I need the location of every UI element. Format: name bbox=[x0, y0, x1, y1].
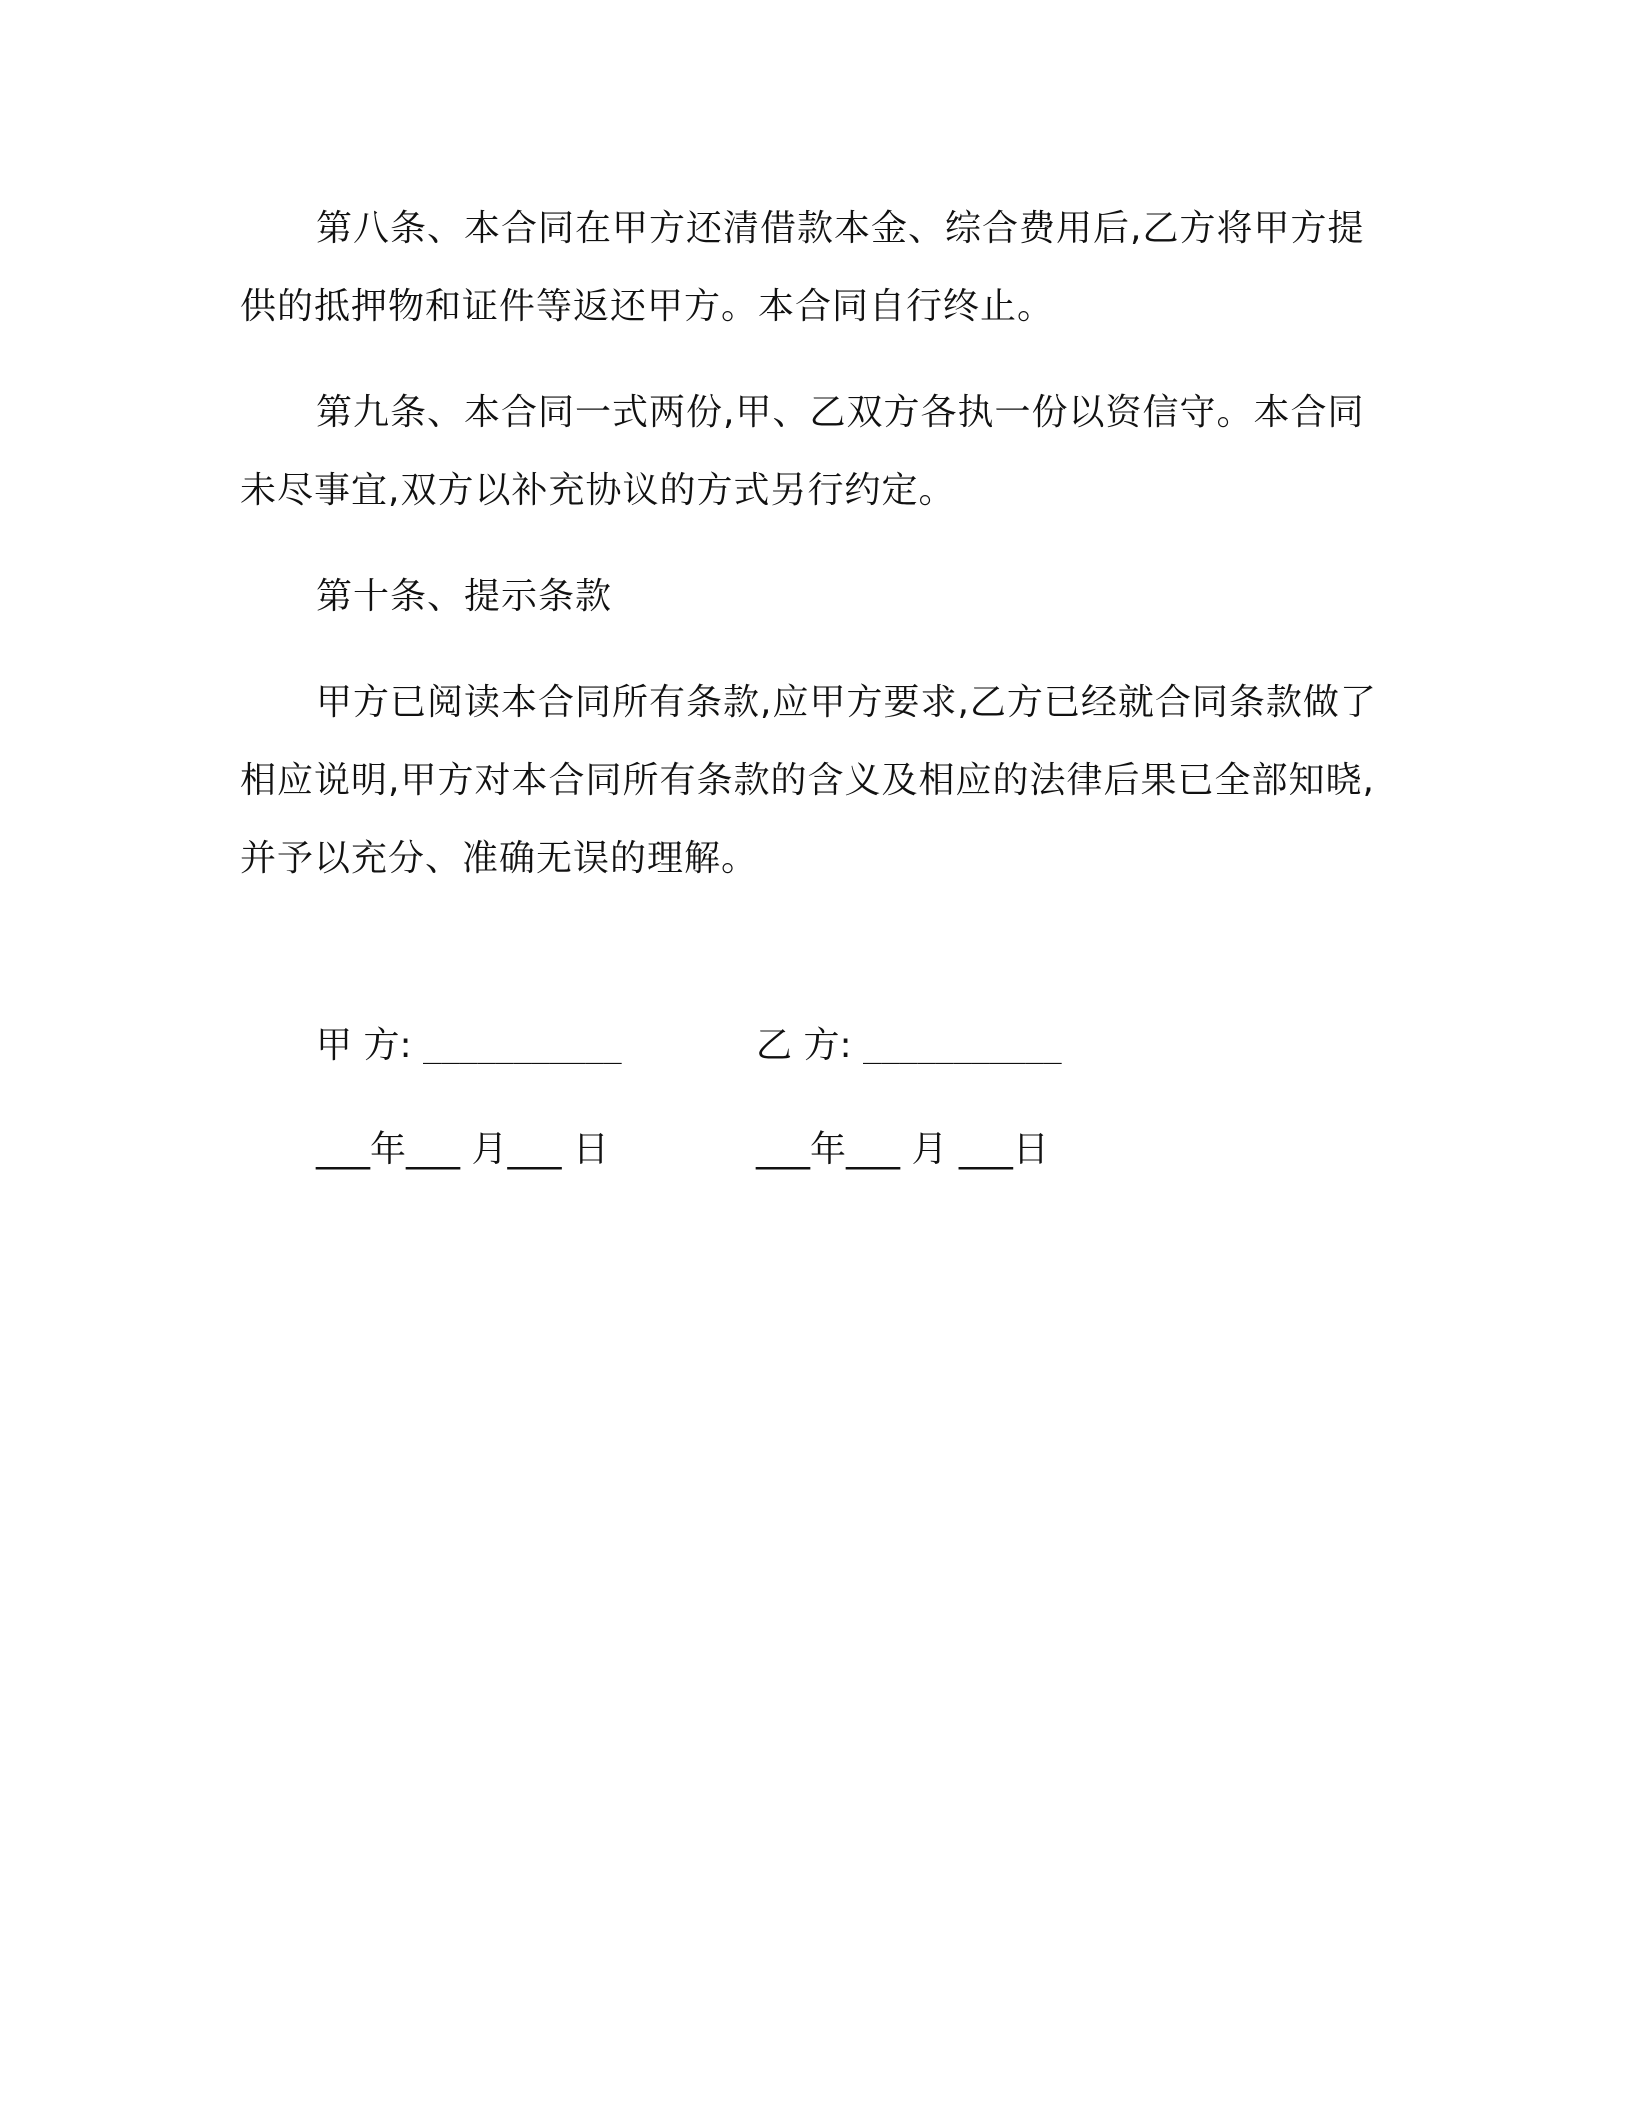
article-nine-paragraph: 第九条、本合同一式两份,甲、乙双方各执一份以资信守。本合同未尽事宜,双方以补充协议的方式另行约定。 bbox=[240, 392, 1365, 511]
article-eight-paragraph: 第八条、本合同在甲方还清借款本金、综合费用后,乙方将甲方提供的抵押物和证件等返还甲方。本合同自行终止。 bbox=[240, 208, 1365, 327]
signature-section bbox=[316, 1015, 1216, 1223]
contract-body bbox=[240, 190, 1380, 926]
party-b-label: 乙 方: bbox=[756, 1025, 852, 1066]
signature-name-row bbox=[316, 1015, 1216, 1119]
party-a-date-line: ___年___ 月___ 日 bbox=[316, 1129, 609, 1170]
notice-clause-paragraph: 甲方已阅读本合同所有条款,应甲方要求,乙方已经就合同条款做了相应说明,甲方对本合同所有条款的含义及相应的法律后果已全部知晓,并予以充分、准确无误的理解。 bbox=[240, 682, 1377, 879]
party-a-label: 甲 方: bbox=[316, 1025, 412, 1066]
article-ten-heading: 第十条、提示条款 bbox=[316, 576, 613, 617]
party-a-signature-line: ___________ bbox=[423, 1030, 622, 1065]
party-b-signature-line: ___________ bbox=[863, 1030, 1062, 1065]
party-a-date bbox=[316, 1119, 716, 1181]
party-a-signature bbox=[316, 1015, 716, 1079]
party-b-signature bbox=[756, 1015, 1176, 1079]
party-b-date-line: ___年___ 月 ___日 bbox=[756, 1129, 1049, 1170]
signature-date-row bbox=[316, 1119, 1216, 1223]
party-b-date bbox=[756, 1119, 1176, 1181]
